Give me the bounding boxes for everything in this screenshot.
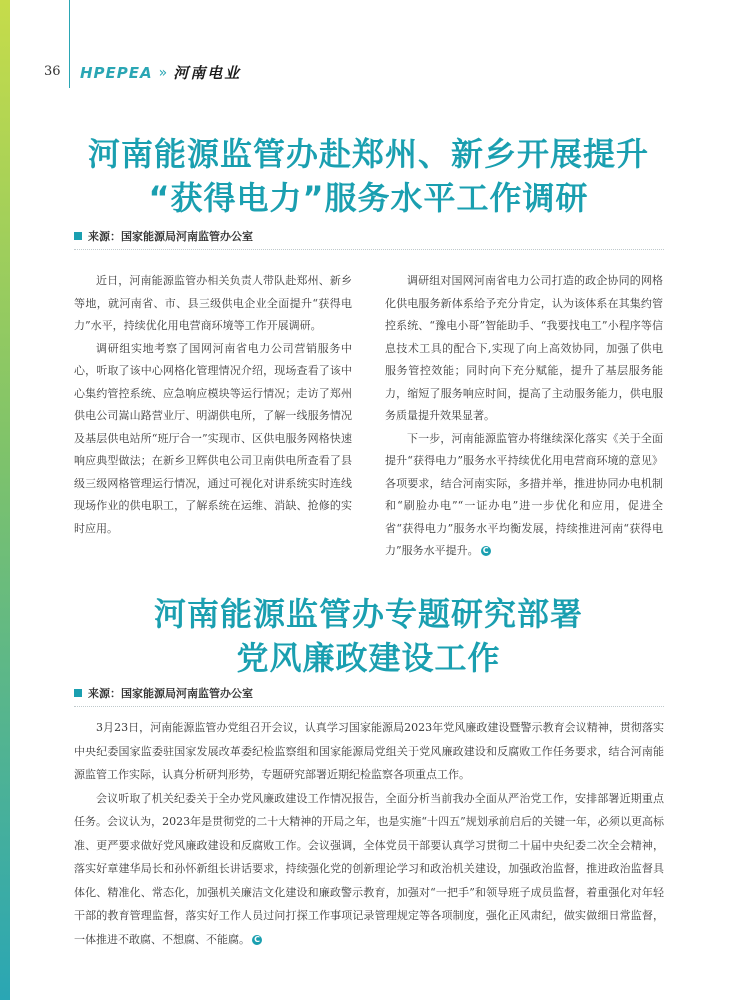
square-bullet-icon bbox=[74, 689, 82, 697]
article2-source bbox=[74, 685, 253, 701]
article2-paragraph-last bbox=[74, 787, 664, 952]
article1-source-text: 来源：国家能源局河南监管办公室 bbox=[88, 230, 253, 243]
square-bullet-icon bbox=[74, 232, 82, 240]
article1-title-line2: “获得电力”服务水平工作调研 bbox=[148, 179, 589, 217]
article2-title-line2: 党风廉政建设工作 bbox=[236, 639, 501, 677]
magazine-logo-en: HPEPEA bbox=[80, 63, 153, 82]
article2-paragraph-text: 会议听取了机关纪委关于全办党风廉政建设工作情况报告，全面分析当前我办全面从严治党工作，安排部署近期重点任务。会议认为，2023年是贯彻党的二十大精神的开局之年，也是实施“十四五”规划承前启后的关键一年，必须以更高标准、更严要求做好党风廉政建设和反腐败工作。会议强调，全体党员干部要认真学习贯彻二十届中央纪委二次全会精神，落实好章建华局长和孙怀新组长讲话要求，持续强化党的创新理论学习和政治机关建设，加强政治监督，推进政治监督具体化、精准化、常态化，加强机关廉洁文化建设和廉政警示教育，加强对“一把手”和领导班子成员监督，着重强化对年轻干部的教育管理监督，落实好工作人员过问打探工作事项记录管理规定等各项制度，强化正风肃纪，做实做细日常监督，一体推进不敢腐、不想腐、不能腐。 bbox=[74, 791, 664, 946]
article1-paragraph-last bbox=[385, 428, 663, 563]
end-mark-icon: C bbox=[252, 935, 262, 945]
article2-body bbox=[74, 716, 664, 951]
magazine-header bbox=[80, 62, 241, 83]
article1-title bbox=[0, 132, 737, 220]
end-mark-icon: C bbox=[481, 546, 491, 556]
article2-title bbox=[0, 592, 737, 680]
double-chevron-icon: » bbox=[158, 64, 168, 81]
article1-title-line1: 河南能源监管办赴郑州、新乡开展提升 bbox=[87, 135, 649, 173]
header-divider bbox=[69, 0, 70, 88]
article1-column-left bbox=[74, 270, 352, 540]
article2-source-text: 来源：国家能源局河南监管办公室 bbox=[88, 687, 253, 700]
page-number: 36 bbox=[44, 64, 61, 79]
article1-paragraph-text: 下一步，河南能源监管办将继续深化落实《关于全面提升“获得电力”服务水平持续优化用电营商环境的意见》各项要求，结合河南实际，多措并举，推进协同办电机制和“刷脸办电”“一证办电”进一步优化和应用，促进全省“获得电力”服务水平均衡发展，持续推进河南“获得电力”服务水平提升。 bbox=[385, 431, 663, 557]
article1-source bbox=[74, 228, 253, 244]
article1-paragraph: 调研组实地考察了国网河南省电力公司营销服务中心，听取了该中心网格化管理情况介绍，现场查看了该中心集约管控系统、应急响应模块等运行情况；走访了郑州供电公司嵩山路营业厅、明湖供电所，了解一线服务情况及基层供电站所“班厅合一”实现市、区供电服务网格快速响应典型做法；在新乡卫辉供电公司卫南供电所查看了县级三级网格管理运行情况，通过可视化对讲系统实时连线现场作业的供电职工，了解系统在运维、消缺、抢修的实时应用。 bbox=[74, 341, 352, 535]
article1-column-right bbox=[385, 270, 663, 563]
article1-paragraph: 近日，河南能源监管办相关负责人带队赴郑州、新乡等地，就河南省、市、县三级供电企业全面提升“获得电力”水平，持续优化用电营商环境等工作开展调研。 bbox=[74, 274, 352, 332]
article1-paragraph: 调研组对国网河南省电力公司打造的政企协同的网格化供电服务新体系给予充分肯定，认为该体系在其集约管控系统、“豫电小哥”智能助手、“我要找电工”小程序等信息技术工具的配合下,实现了向上高效协同，加强了供电服务管控效能；同时向下充分赋能，提升了基层服务能力，缩短了服务响应时间，提高了主动服务能力，供电服务质量提升效果显著。 bbox=[385, 274, 663, 422]
article1-divider bbox=[74, 249, 664, 250]
article2-title-line1: 河南能源监管办专题研究部署 bbox=[153, 595, 583, 633]
magazine-logo-cn: 河南电业 bbox=[173, 64, 242, 82]
article2-divider bbox=[74, 706, 664, 707]
article2-paragraph: 3月23日，河南能源监管办党组召开会议，认真学习国家能源局2023年党风廉政建设暨警示教育会议精神，贯彻落实中央纪委国家监委驻国家发展改革委纪检监察组和国家能源局党组关于党风廉政建设和反腐败工作任务要求，结合河南能源监管工作实际，认真分析研判形势，专题研究部署近期纪检监察各项重点工作。 bbox=[74, 721, 664, 781]
